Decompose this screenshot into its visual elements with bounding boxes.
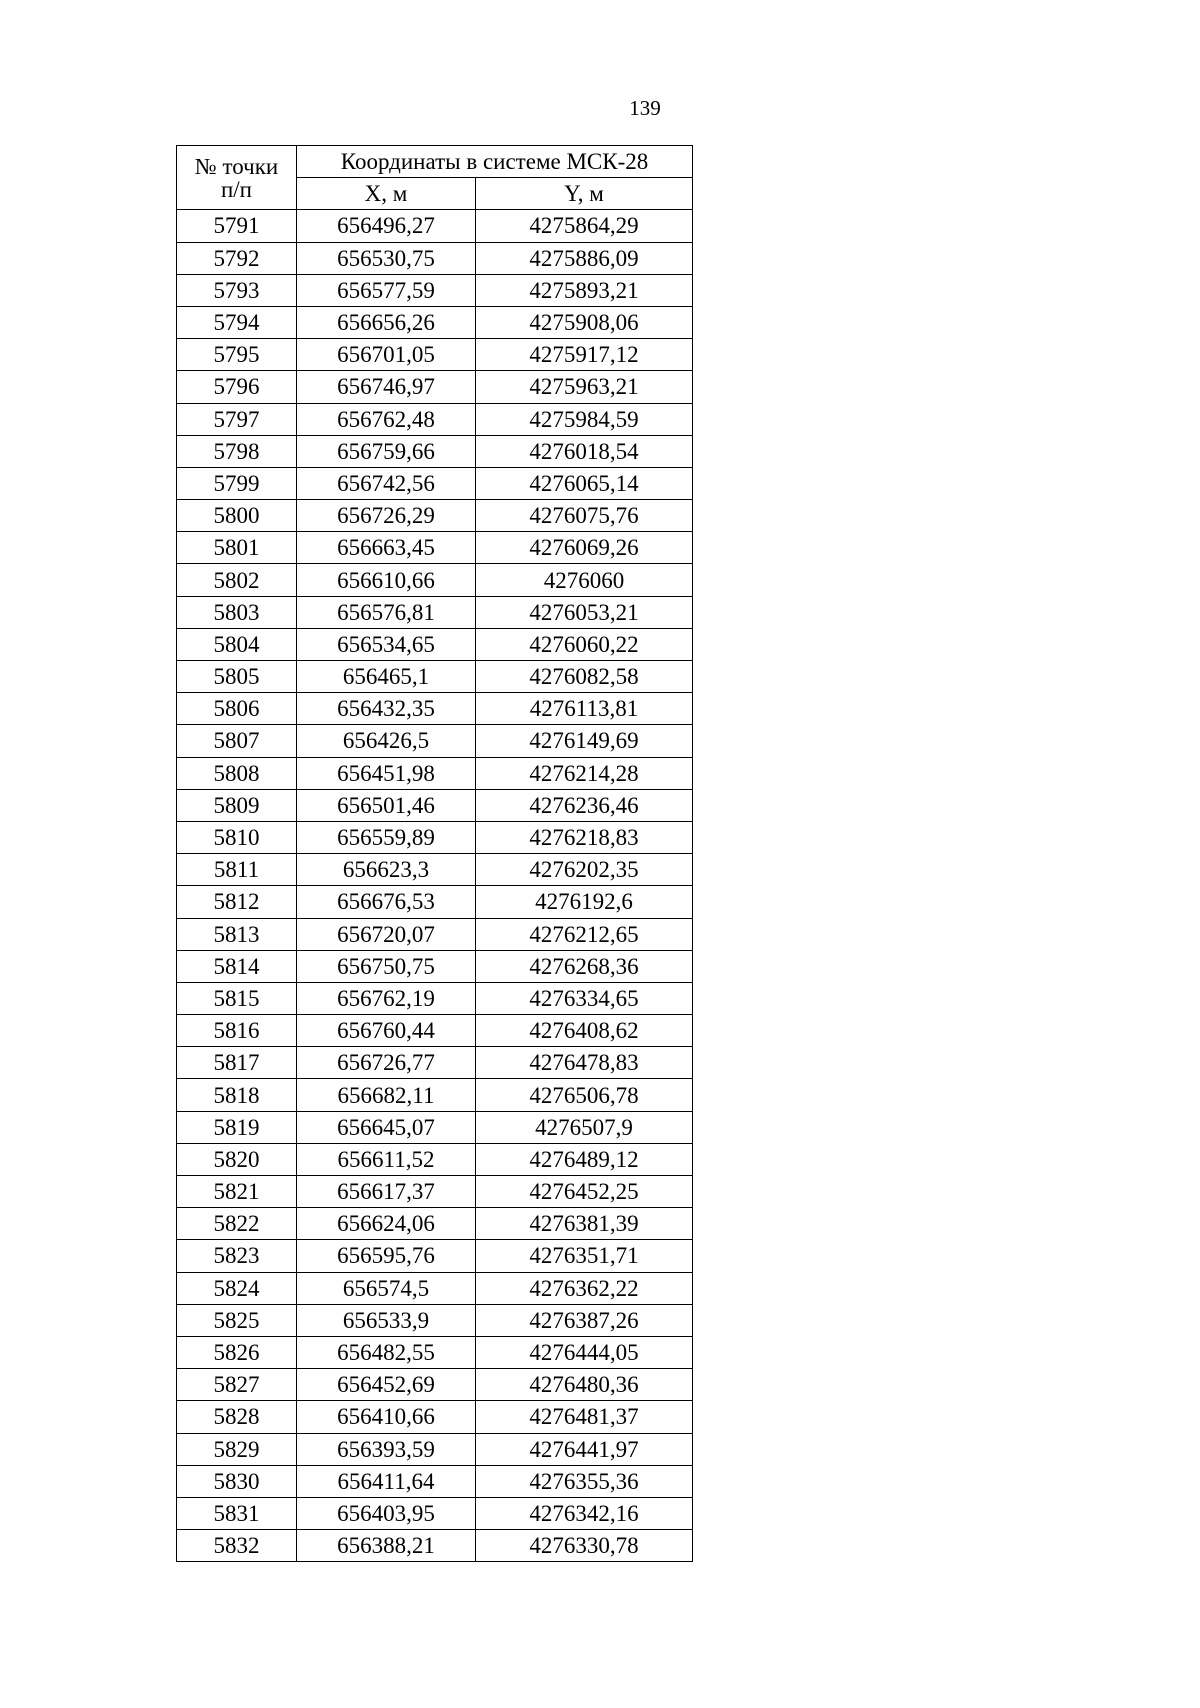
x-coordinate-cell: 656559,89 bbox=[297, 821, 476, 853]
y-coordinate-cell: 4276355,36 bbox=[476, 1465, 693, 1497]
table-body bbox=[177, 210, 693, 1562]
y-coordinate-cell: 4276481,37 bbox=[476, 1401, 693, 1433]
point-number-cell: 5829 bbox=[177, 1433, 297, 1465]
y-coordinate-cell: 4275908,06 bbox=[476, 306, 693, 338]
x-coordinate-cell: 656617,37 bbox=[297, 1176, 476, 1208]
x-coordinate-cell: 656759,66 bbox=[297, 435, 476, 467]
point-number-cell: 5812 bbox=[177, 886, 297, 918]
table-header bbox=[177, 146, 693, 210]
point-number-cell: 5798 bbox=[177, 435, 297, 467]
y-coordinate-cell: 4275893,21 bbox=[476, 274, 693, 306]
y-coordinate-cell: 4276214,28 bbox=[476, 757, 693, 789]
table-row bbox=[177, 274, 693, 306]
x-coordinate-cell: 656663,45 bbox=[297, 532, 476, 564]
x-coordinate-cell: 656496,27 bbox=[297, 210, 476, 242]
x-coordinate-cell: 656574,5 bbox=[297, 1272, 476, 1304]
point-number-cell: 5817 bbox=[177, 1047, 297, 1079]
x-coordinate-cell: 656610,66 bbox=[297, 564, 476, 596]
y-coordinate-cell: 4276330,78 bbox=[476, 1530, 693, 1562]
table-row bbox=[177, 1336, 693, 1368]
x-coordinate-cell: 656762,48 bbox=[297, 403, 476, 435]
point-number-cell: 5793 bbox=[177, 274, 297, 306]
y-coordinate-cell: 4276362,22 bbox=[476, 1272, 693, 1304]
y-coordinate-cell: 4276489,12 bbox=[476, 1143, 693, 1175]
x-coordinate-cell: 656624,06 bbox=[297, 1208, 476, 1240]
table-row bbox=[177, 403, 693, 435]
y-coordinate-cell: 4276452,25 bbox=[476, 1176, 693, 1208]
point-number-cell: 5809 bbox=[177, 789, 297, 821]
point-number-cell: 5831 bbox=[177, 1497, 297, 1529]
y-coordinate-cell: 4276113,81 bbox=[476, 693, 693, 725]
point-number-cell: 5803 bbox=[177, 596, 297, 628]
point-number-cell: 5805 bbox=[177, 661, 297, 693]
table-row bbox=[177, 1401, 693, 1433]
point-number-cell: 5802 bbox=[177, 564, 297, 596]
table-row bbox=[177, 1530, 693, 1562]
point-number-cell: 5825 bbox=[177, 1304, 297, 1336]
point-number-cell: 5813 bbox=[177, 918, 297, 950]
table-row bbox=[177, 1433, 693, 1465]
point-number-header-line1: № точки bbox=[194, 153, 279, 179]
table-row bbox=[177, 435, 693, 467]
table-row bbox=[177, 757, 693, 789]
table-row bbox=[177, 982, 693, 1014]
table-row bbox=[177, 564, 693, 596]
point-number-cell: 5816 bbox=[177, 1015, 297, 1047]
table-row bbox=[177, 1143, 693, 1175]
y-coordinate-cell: 4276506,78 bbox=[476, 1079, 693, 1111]
point-number-cell: 5821 bbox=[177, 1176, 297, 1208]
point-number-cell: 5822 bbox=[177, 1208, 297, 1240]
table-row bbox=[177, 1304, 693, 1336]
x-coordinate-cell: 656534,65 bbox=[297, 628, 476, 660]
table-row bbox=[177, 210, 693, 242]
point-number-cell: 5801 bbox=[177, 532, 297, 564]
point-number-cell: 5791 bbox=[177, 210, 297, 242]
table-row bbox=[177, 1272, 693, 1304]
y-coordinate-cell: 4276334,65 bbox=[476, 982, 693, 1014]
point-number-cell: 5826 bbox=[177, 1336, 297, 1368]
table-row bbox=[177, 950, 693, 982]
table-row bbox=[177, 886, 693, 918]
x-coordinate-cell: 656595,76 bbox=[297, 1240, 476, 1272]
point-number-cell: 5830 bbox=[177, 1465, 297, 1497]
table-row bbox=[177, 918, 693, 950]
table-row bbox=[177, 1079, 693, 1111]
x-coordinate-cell: 656501,46 bbox=[297, 789, 476, 821]
x-coordinate-cell: 656676,53 bbox=[297, 886, 476, 918]
x-coordinate-cell: 656533,9 bbox=[297, 1304, 476, 1336]
coordinates-header: Координаты в системе МСК-28 bbox=[297, 146, 693, 178]
y-coordinate-cell: 4275984,59 bbox=[476, 403, 693, 435]
y-coordinate-cell: 4276060 bbox=[476, 564, 693, 596]
y-coordinate-cell: 4275917,12 bbox=[476, 339, 693, 371]
y-coordinate-cell: 4275886,09 bbox=[476, 242, 693, 274]
y-coordinate-cell: 4276149,69 bbox=[476, 725, 693, 757]
y-coordinate-cell: 4276069,26 bbox=[476, 532, 693, 564]
y-coordinate-cell: 4276387,26 bbox=[476, 1304, 693, 1336]
x-coordinate-cell: 656742,56 bbox=[297, 467, 476, 499]
y-coordinate-cell: 4276202,35 bbox=[476, 854, 693, 886]
point-number-cell: 5823 bbox=[177, 1240, 297, 1272]
table-row bbox=[177, 1497, 693, 1529]
y-coordinate-cell: 4276075,76 bbox=[476, 500, 693, 532]
x-coordinate-cell: 656452,69 bbox=[297, 1369, 476, 1401]
table-row bbox=[177, 467, 693, 499]
point-number-cell: 5797 bbox=[177, 403, 297, 435]
table-row bbox=[177, 854, 693, 886]
table-row bbox=[177, 1240, 693, 1272]
y-coordinate-cell: 4276065,14 bbox=[476, 467, 693, 499]
y-coordinate-cell: 4276060,22 bbox=[476, 628, 693, 660]
x-coordinate-cell: 656577,59 bbox=[297, 274, 476, 306]
y-coordinate-cell: 4276192,6 bbox=[476, 886, 693, 918]
table-row bbox=[177, 789, 693, 821]
x-coordinate-cell: 656576,81 bbox=[297, 596, 476, 628]
x-coordinate-cell: 656726,77 bbox=[297, 1047, 476, 1079]
x-coordinate-cell: 656682,11 bbox=[297, 1079, 476, 1111]
x-coordinate-cell: 656720,07 bbox=[297, 918, 476, 950]
point-number-cell: 5806 bbox=[177, 693, 297, 725]
point-number-cell: 5814 bbox=[177, 950, 297, 982]
point-number-cell: 5819 bbox=[177, 1111, 297, 1143]
y-coordinate-cell: 4276480,36 bbox=[476, 1369, 693, 1401]
point-number-cell: 5808 bbox=[177, 757, 297, 789]
x-coordinate-cell: 656411,64 bbox=[297, 1465, 476, 1497]
point-number-cell: 5794 bbox=[177, 306, 297, 338]
table-row bbox=[177, 1465, 693, 1497]
point-number-cell: 5810 bbox=[177, 821, 297, 853]
x-coordinate-cell: 656760,44 bbox=[297, 1015, 476, 1047]
y-coordinate-cell: 4276212,65 bbox=[476, 918, 693, 950]
point-number-cell: 5792 bbox=[177, 242, 297, 274]
y-coordinate-cell: 4276507,9 bbox=[476, 1111, 693, 1143]
table-row bbox=[177, 1369, 693, 1401]
x-coordinate-cell: 656403,95 bbox=[297, 1497, 476, 1529]
table-row bbox=[177, 1015, 693, 1047]
point-number-cell: 5824 bbox=[177, 1272, 297, 1304]
table-row bbox=[177, 532, 693, 564]
x-coordinate-cell: 656432,35 bbox=[297, 693, 476, 725]
point-number-cell: 5832 bbox=[177, 1530, 297, 1562]
x-coordinate-cell: 656393,59 bbox=[297, 1433, 476, 1465]
page-number: 139 bbox=[629, 96, 661, 120]
point-number-cell: 5818 bbox=[177, 1079, 297, 1111]
y-coordinate-cell: 4276441,97 bbox=[476, 1433, 693, 1465]
y-coordinate-cell: 4276018,54 bbox=[476, 435, 693, 467]
y-coordinate-cell: 4276053,21 bbox=[476, 596, 693, 628]
point-number-cell: 5811 bbox=[177, 854, 297, 886]
y-coordinate-cell: 4275864,29 bbox=[476, 210, 693, 242]
x-coordinate-cell: 656465,1 bbox=[297, 661, 476, 693]
point-number-cell: 5807 bbox=[177, 725, 297, 757]
table-row bbox=[177, 1047, 693, 1079]
table-row bbox=[177, 1111, 693, 1143]
x-coordinate-cell: 656623,3 bbox=[297, 854, 476, 886]
point-number-cell: 5815 bbox=[177, 982, 297, 1014]
table-row bbox=[177, 821, 693, 853]
point-number-cell: 5795 bbox=[177, 339, 297, 371]
y-coordinate-cell: 4276342,16 bbox=[476, 1497, 693, 1529]
table-row bbox=[177, 306, 693, 338]
table-row bbox=[177, 628, 693, 660]
point-number-cell: 5800 bbox=[177, 500, 297, 532]
table-row bbox=[177, 500, 693, 532]
x-coordinate-cell: 656750,75 bbox=[297, 950, 476, 982]
y-coordinate-cell: 4276351,71 bbox=[476, 1240, 693, 1272]
x-coordinate-cell: 656451,98 bbox=[297, 757, 476, 789]
table-row bbox=[177, 1176, 693, 1208]
y-coordinate-cell: 4275963,21 bbox=[476, 371, 693, 403]
table-row bbox=[177, 693, 693, 725]
table-row bbox=[177, 661, 693, 693]
x-coordinate-cell: 656530,75 bbox=[297, 242, 476, 274]
coordinates-table bbox=[176, 145, 693, 1562]
y-coordinate-cell: 4276444,05 bbox=[476, 1336, 693, 1368]
x-coordinate-cell: 656410,66 bbox=[297, 1401, 476, 1433]
y-coordinate-cell: 4276268,36 bbox=[476, 950, 693, 982]
x-coordinate-cell: 656762,19 bbox=[297, 982, 476, 1014]
point-number-header-line2: п/п bbox=[220, 176, 252, 202]
y-coordinate-cell: 4276236,46 bbox=[476, 789, 693, 821]
point-number-cell: 5796 bbox=[177, 371, 297, 403]
header-row-top bbox=[177, 146, 693, 178]
x-coordinate-cell: 656656,26 bbox=[297, 306, 476, 338]
point-number-cell: 5827 bbox=[177, 1369, 297, 1401]
point-number-cell: 5804 bbox=[177, 628, 297, 660]
table-row bbox=[177, 596, 693, 628]
table-row bbox=[177, 242, 693, 274]
table-row bbox=[177, 339, 693, 371]
x-coordinate-cell: 656426,5 bbox=[297, 725, 476, 757]
x-coordinate-cell: 656611,52 bbox=[297, 1143, 476, 1175]
table-row bbox=[177, 1208, 693, 1240]
x-column-header: X, м bbox=[297, 178, 476, 210]
x-coordinate-cell: 656645,07 bbox=[297, 1111, 476, 1143]
point-number-cell: 5799 bbox=[177, 467, 297, 499]
y-coordinate-cell: 4276082,58 bbox=[476, 661, 693, 693]
y-coordinate-cell: 4276218,83 bbox=[476, 821, 693, 853]
point-number-cell: 5828 bbox=[177, 1401, 297, 1433]
x-coordinate-cell: 656746,97 bbox=[297, 371, 476, 403]
x-coordinate-cell: 656701,05 bbox=[297, 339, 476, 371]
y-coordinate-cell: 4276408,62 bbox=[476, 1015, 693, 1047]
x-coordinate-cell: 656388,21 bbox=[297, 1530, 476, 1562]
x-coordinate-cell: 656482,55 bbox=[297, 1336, 476, 1368]
y-column-header: Y, м bbox=[476, 178, 693, 210]
table-row bbox=[177, 371, 693, 403]
point-number-header bbox=[177, 146, 297, 210]
y-coordinate-cell: 4276478,83 bbox=[476, 1047, 693, 1079]
y-coordinate-cell: 4276381,39 bbox=[476, 1208, 693, 1240]
point-number-cell: 5820 bbox=[177, 1143, 297, 1175]
table-row bbox=[177, 725, 693, 757]
x-coordinate-cell: 656726,29 bbox=[297, 500, 476, 532]
